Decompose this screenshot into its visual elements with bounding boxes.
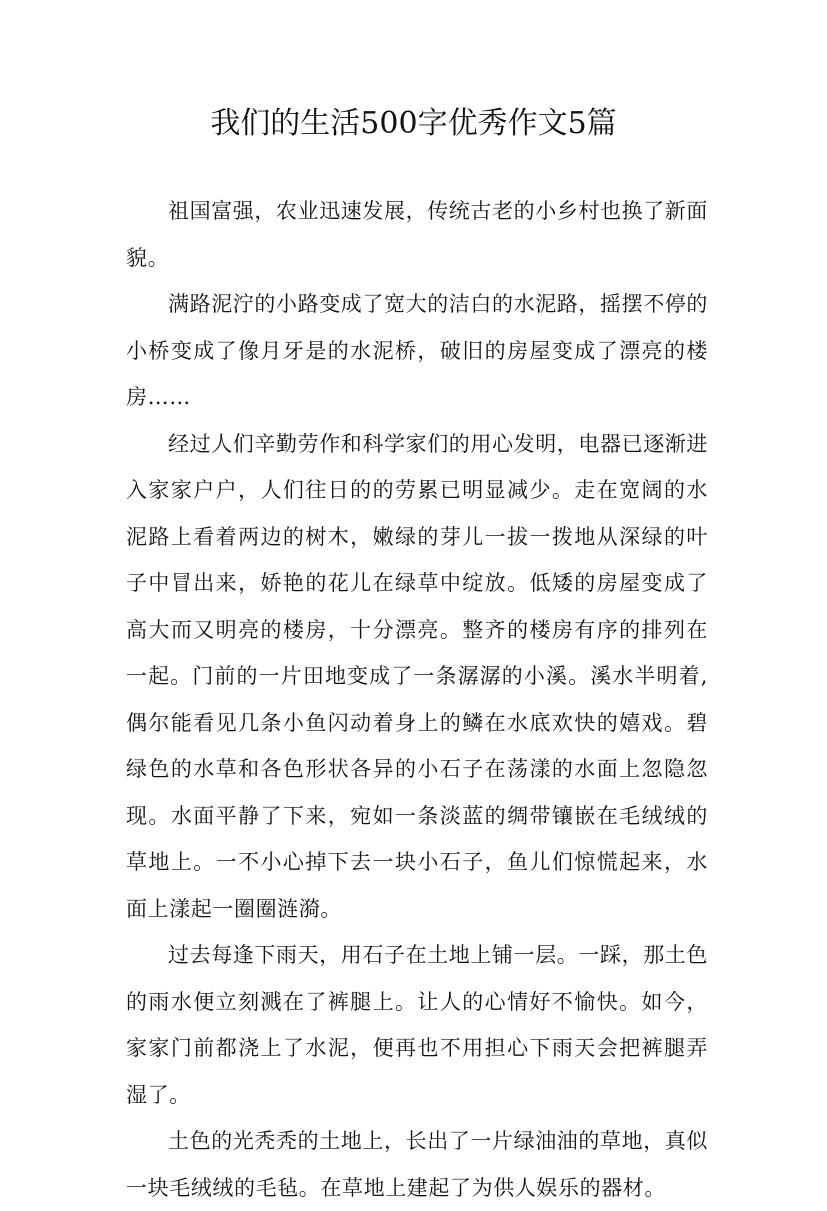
page-title: 我们的生活500字优秀作文5篇 bbox=[210, 106, 617, 141]
paragraph-5: 土色的光秃秃的土地上，长出了一片绿油油的草地，真似一块毛绒绒的毛毡。在草地上建起了为供人娱乐的器材。 bbox=[126, 1129, 708, 1200]
paragraph-3: 经过人们辛勤劳作和科学家们的用心发明，电器已逐渐进入家家户户，人们往日的的劳累已明显减少。走在宽阔的水泥路上看着两边的树木，嫩绿的芽儿一拔一拨地从深绿的叶子中冒出来，娇艳的花儿在绿草中绽放。低矮的房屋变成了高大而又明亮的楼房，十分漂亮。整齐的楼房有序的排列在一起。门前的一片田地变成了一条潺潺的小溪。溪水半明着,偶尔能看见几条小鱼闪动着身上的鳞在水底欢快的嬉戏。碧绿色的水草和各色形状各异的小石子在荡漾的水面上忽隐忽现。水面平静了下来，宛如一条淡蓝的绸带镶嵌在毛绒绒的草地上。一不小心掉下去一块小石子，鱼儿们惊慌起来，水面上漾起一圈圈涟漪。 bbox=[126, 431, 708, 921]
paragraph-1: 祖国富强，农业迅速发展，传统古老的小乡村也换了新面貌。 bbox=[126, 199, 708, 270]
paragraph-4: 过去每逢下雨天，用石子在土地上铺一层。一踩，那土色的雨水便立刻溅在了裤腿上。让人的心情好不愉快。如今，家家门前都浇上了水泥，便再也不用担心下雨天会把裤腿弄湿了。 bbox=[126, 943, 708, 1107]
document-body bbox=[126, 188, 708, 1211]
paragraph-2: 满路泥泞的小路变成了宽大的洁白的水泥路，摇摆不停的小桥变成了像月牙是的水泥桥，破旧的房屋变成了漂亮的楼房…… bbox=[126, 292, 708, 409]
